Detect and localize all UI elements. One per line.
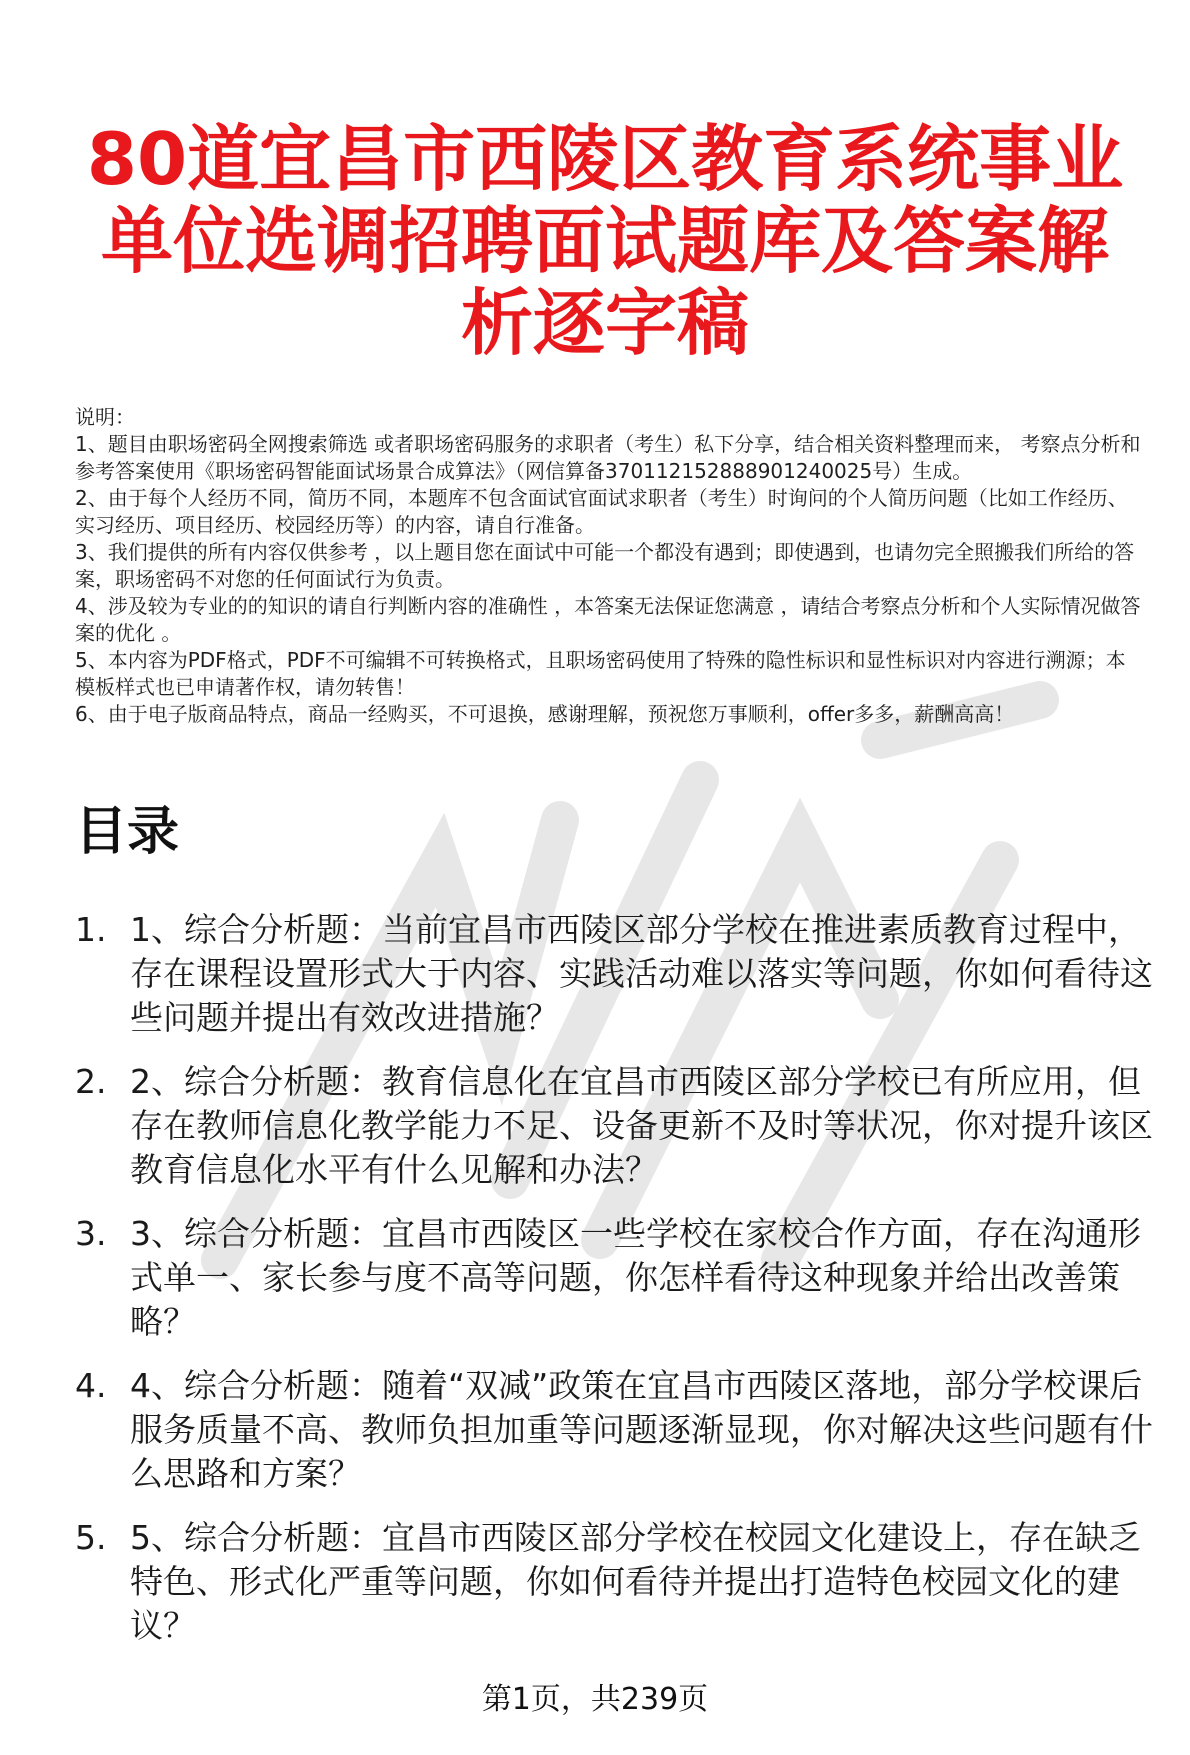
toc-item-number: 3.	[75, 1214, 107, 1253]
note-item: 3、我们提供的所有内容仅供参考 ，以上题目您在面试中可能一个都没有遇到；即使遇到，也请勿完全照搬我们所给的答案，职场密码不对您的任何面试行为负责。	[75, 540, 1135, 591]
document-title: 80道宜昌市西陵区教育系统事业单位选调招聘面试题库及答案解析逐字稿	[86, 117, 1124, 365]
toc-item-text: 2、综合分析题：教育信息化在宜昌市西陵区部分学校已有所应用，但存在教师信息化教学能力不足、设备更新不及时等状况，你对提升该区教育信息化水平有什么见解和办法？	[130, 1062, 1153, 1189]
toc-item[interactable]	[75, 1212, 1165, 1344]
toc-item-number: 1.	[75, 910, 107, 949]
toc-item-number: 2.	[75, 1062, 107, 1101]
page-footer: 第1页，共239页	[481, 1682, 709, 1717]
toc-item[interactable]	[75, 1364, 1165, 1496]
toc-item[interactable]	[75, 908, 1165, 1040]
note-item: 2、由于每个人经历不同，简历不同，本题库不包含面试官面试求职者（考生）时询问的个人简历问题（比如工作经历、实习经历、项目经历、校园经历等）的内容，请自行准备。	[75, 486, 1128, 537]
toc-item-text: 4、综合分析题：随着“双减”政策在宜昌市西陵区落地，部分学校课后服务质量不高、教师负担加重等问题逐渐显现，你对解决这些问题有什么思路和方案？	[130, 1366, 1153, 1493]
notes-section	[75, 404, 1145, 728]
toc-item-text: 1、综合分析题：当前宜昌市西陵区部分学校在推进素质教育过程中，存在课程设置形式大于内容、实践活动难以落实等问题，你如何看待这些问题并提出有效改进措施？	[130, 910, 1153, 1037]
note-item: 6、由于电子版商品特点，商品一经购买，不可退换，感谢理解，预祝您万事顺利，offer多多，薪酬高高！	[75, 702, 1015, 726]
toc-heading: 目录	[75, 802, 180, 862]
toc-item-number: 4.	[75, 1366, 107, 1405]
toc-item-text: 5、综合分析题：宜昌市西陵区部分学校在校园文化建设上，存在缺乏特色、形式化严重等问题，你如何看待并提出打造特色校园文化的建议？	[130, 1518, 1141, 1645]
note-item: 1、题目由职场密码全网搜索筛选 或者职场密码服务的求职者（考生）私下分享，结合相关资料整理而来， 考察点分析和参考答案使用《职场密码智能面试场景合成算法》（网信算备370112152888901240025号）生成。	[75, 432, 1141, 483]
note-item: 5、本内容为PDF格式，PDF不可编辑不可转换格式，且职场密码使用了特殊的隐性标识和显性标识对内容进行溯源；本模板样式也已申请著作权，请勿转售！	[75, 648, 1126, 699]
toc-item[interactable]	[75, 1060, 1165, 1192]
toc-item-text: 3、综合分析题：宜昌市西陵区一些学校在家校合作方面，存在沟通形式单一、家长参与度不高等问题，你怎样看待这种现象并给出改善策略？	[130, 1214, 1141, 1341]
toc-item-number: 5.	[75, 1518, 107, 1557]
toc-item[interactable]	[75, 1516, 1165, 1648]
table-of-contents	[75, 908, 1165, 1668]
notes-heading: 说明：	[75, 405, 135, 429]
note-item: 4、涉及较为专业的的知识的请自行判断内容的准确性 ，本答案无法保证您满意 ，请结合考察点分析和个人实际情况做答案的优化 。	[75, 594, 1141, 645]
